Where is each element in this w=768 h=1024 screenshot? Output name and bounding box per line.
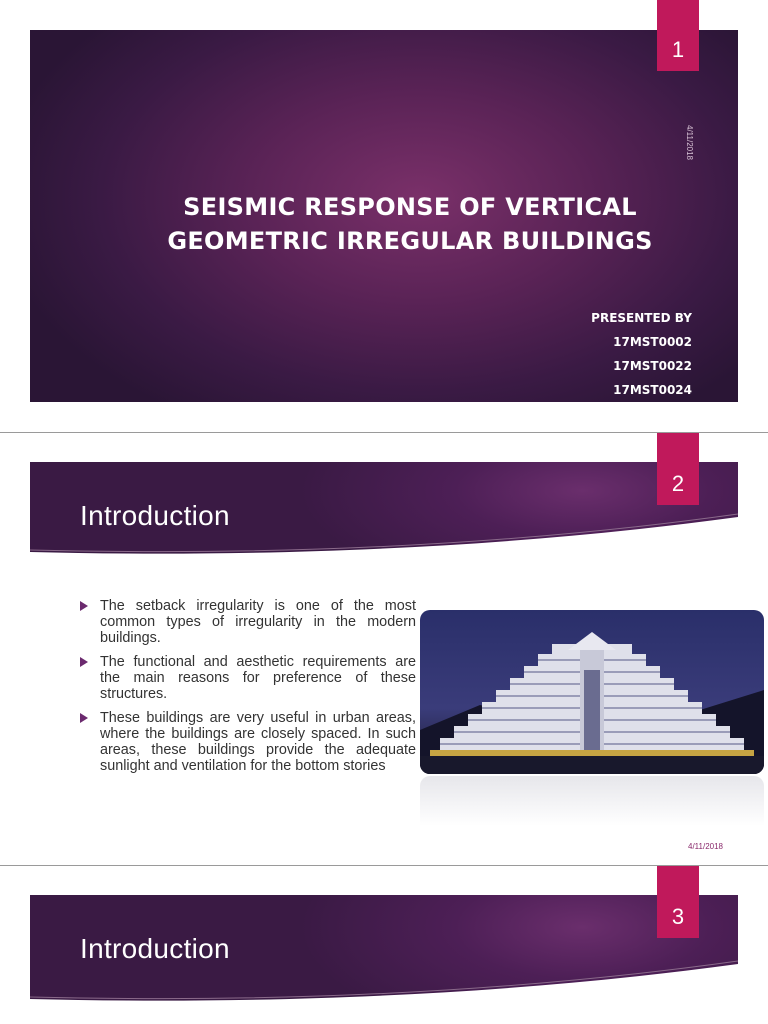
bullet-arrow-icon — [80, 601, 88, 611]
slide-date: 4/11/2018 — [685, 125, 694, 160]
slide-number-badge — [657, 433, 699, 505]
presenters-block — [591, 310, 692, 430]
photo-reflection — [420, 776, 764, 826]
slide-header-band — [30, 462, 738, 577]
footer-date: 4/11/2018 — [688, 842, 723, 851]
bullet-arrow-icon — [80, 713, 88, 723]
list-item — [80, 654, 416, 702]
bullet-text: The functional and aesthetic requirements are the main reasons for preference of these structures. — [100, 654, 416, 702]
bullet-text: These buildings are very useful in urban areas, where the buildings are closely spaced. In such areas, these buildings provide the adequate sunlight and ventilation for the bottom stories — [100, 710, 416, 774]
presenter-id: 17MST0050 — [613, 407, 692, 421]
slide-header-band — [30, 895, 738, 1024]
slide-number: 1 — [671, 37, 685, 62]
slide-number: 2 — [671, 471, 685, 496]
presented-by-label: PRESENTED BY — [591, 311, 692, 325]
slide-heading: Introduction — [80, 500, 230, 531]
list-item — [80, 710, 416, 774]
slide-title — [150, 190, 670, 258]
slide-number-badge — [657, 0, 699, 71]
stepped-building-icon — [420, 610, 764, 774]
page-1 — [0, 0, 768, 432]
page-separator — [0, 865, 768, 866]
bullet-text: The setback irregularity is one of the most common types of irregularity in the modern buildings. — [100, 598, 416, 646]
list-item — [80, 598, 416, 646]
presenter-id: 17MST0024 — [613, 383, 692, 397]
bullet-arrow-icon — [80, 657, 88, 667]
building-photo — [420, 610, 764, 774]
presenter-id: 17MST0002 — [613, 335, 692, 349]
slide-number-badge — [657, 866, 699, 938]
bullet-list — [80, 598, 416, 782]
title-line-2: GEOMETRIC IRREGULAR BUILDINGS — [167, 227, 653, 255]
slide-number: 3 — [671, 904, 685, 929]
title-line-1: SEISMIC RESPONSE OF VERTICAL — [183, 193, 637, 221]
title-slide — [30, 30, 738, 421]
slide-heading: Introduction — [80, 933, 230, 964]
presenter-id: 17MST0022 — [613, 359, 692, 373]
